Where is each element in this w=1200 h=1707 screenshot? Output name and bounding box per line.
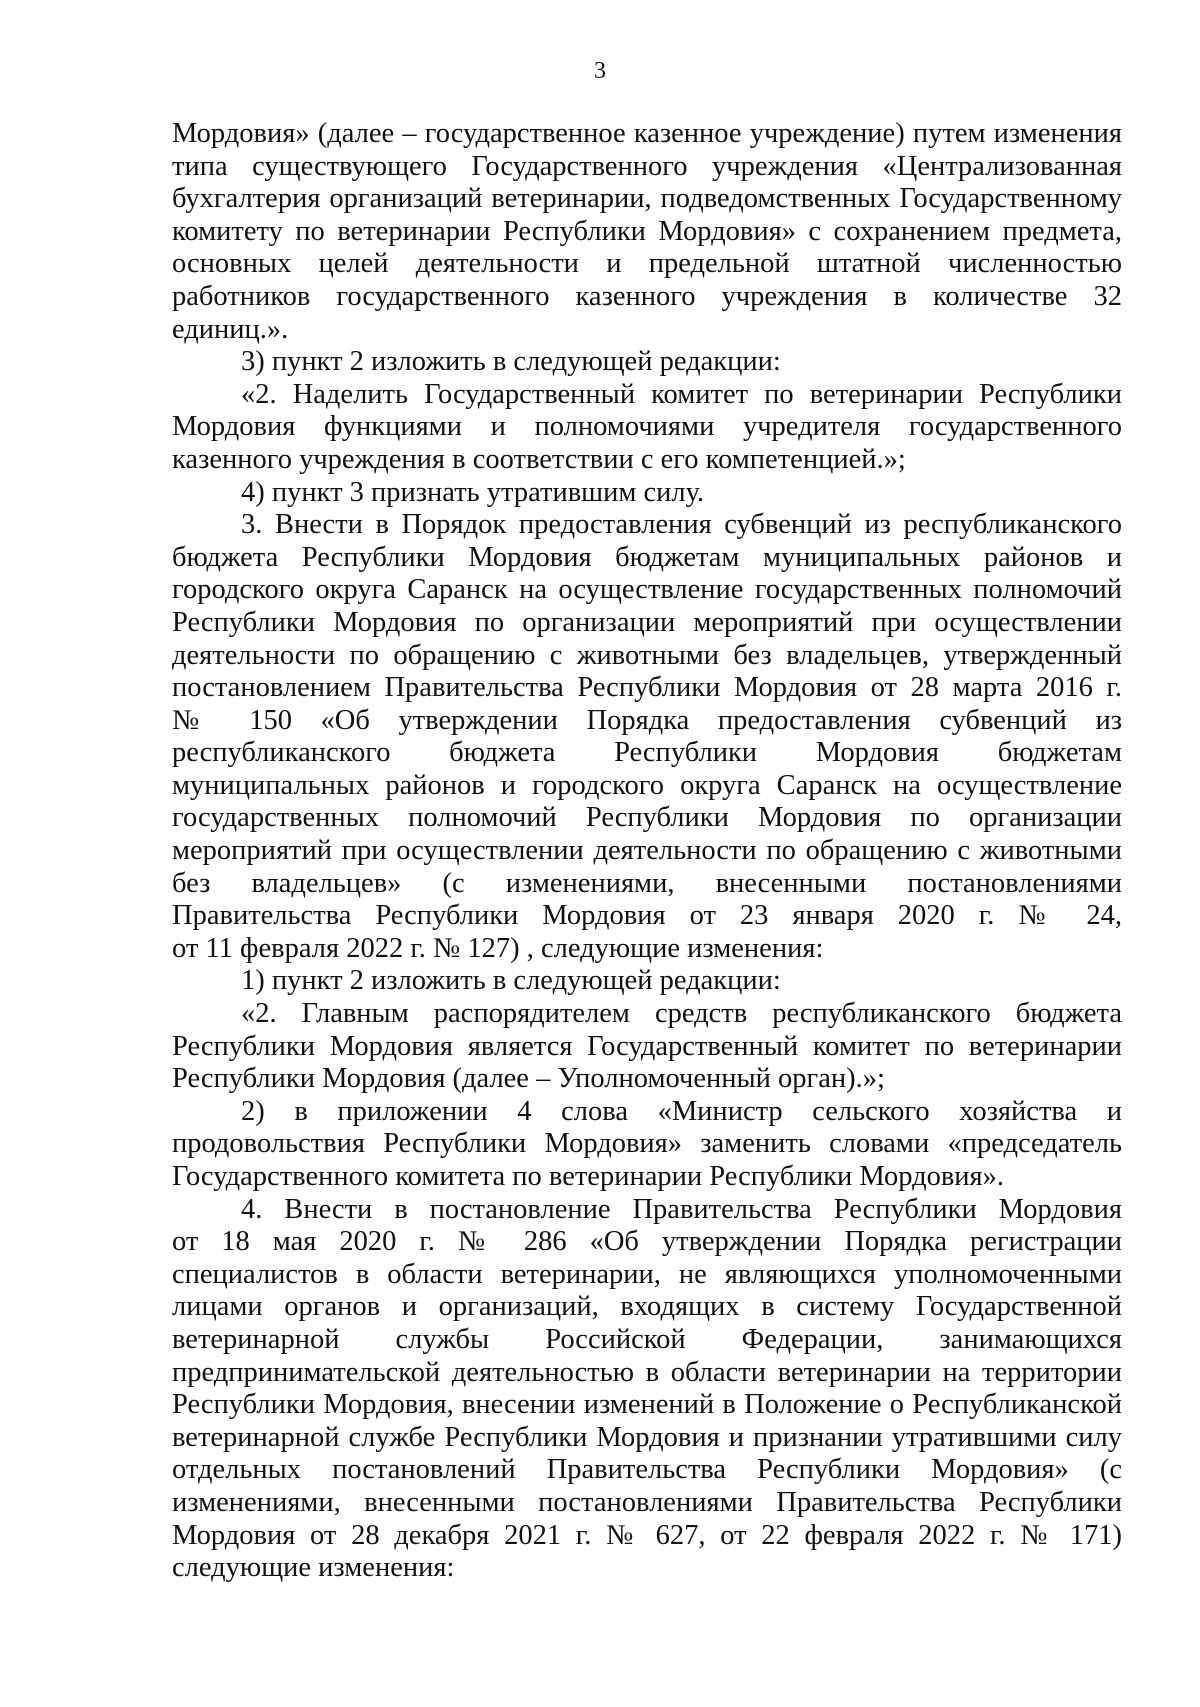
text-line: типа существующего Государственного учреждения «Централизованная	[172, 150, 1122, 182]
text-line: муниципальных районов и городского округа Саранск на осуществление	[172, 769, 1122, 801]
text-line: лицами органов и организаций, входящих в систему Государственной	[172, 1291, 1122, 1323]
text-line: 4) пункт 3 признать утратившим силу.	[241, 476, 705, 508]
text-line: казенного учреждения в соответствии с его компетенцией.»;	[172, 443, 906, 475]
document-body	[172, 118, 1122, 1585]
text-line: 1) пункт 2 изложить в следующей редакции:	[241, 965, 781, 997]
text-line: бюджета Республики Мордовия бюджетам муниципальных районов и	[172, 541, 1122, 573]
text-line: Мордовия» (далее – государственное казенное учреждение) путем изменения	[172, 118, 1122, 149]
page-number: 3	[594, 58, 606, 84]
text-line: № 150 «Об утверждении Порядка предоставления субвенций из	[172, 704, 1122, 736]
text-line: специалистов в области ветеринарии, не являющихся уполномоченными	[172, 1258, 1122, 1290]
text-line: республиканского бюджета Республики Мордовия бюджетам	[172, 737, 1122, 769]
text-line: Республики Мордовия, внесении изменений в Положение о Республиканской	[172, 1389, 1122, 1421]
text-line: «2. Главным распорядителем средств республиканского бюджета	[241, 998, 1122, 1030]
text-line: предпринимательской деятельностью в области ветеринарии на территории	[172, 1356, 1122, 1388]
text-line: 3. Внести в Порядок предоставления субвенций из республиканского	[241, 509, 1122, 541]
text-line: ветеринарной службы Российской Федерации, занимающихся	[172, 1323, 1122, 1355]
text-line: Республики Мордовия (далее – Уполномоченный орган).»;	[172, 1063, 885, 1095]
text-line: основных целей деятельности и предельной штатной численностью	[172, 248, 1122, 280]
text-line: деятельности по обращению с животными без владельцев, утвержденный	[172, 639, 1122, 671]
text-line: «2. Наделить Государственный комитет по ветеринарии Республики	[241, 378, 1122, 410]
text-line: Государственного комитета по ветеринарии Республики Мордовия».	[172, 1161, 1005, 1192]
text-line: Мордовия от 28 декабря 2021 г. № 627, от 22 февраля 2022 г. № 171)	[172, 1519, 1122, 1551]
text-line: Республики Мордовия является Государственный комитет по ветеринарии	[172, 1030, 1122, 1062]
text-line: продовольствия Республики Мордовия» заменить словами «председатель	[172, 1128, 1122, 1160]
text-line: Правительства Республики Мордовия от 23 января 2020 г. № 24,	[172, 900, 1122, 932]
text-line: мероприятий при осуществлении деятельности по обращению с животными	[172, 835, 1122, 867]
text-line: Мордовия функциями и полномочиями учредителя государственного	[172, 411, 1122, 443]
text-line: Республики Мордовия по организации мероприятий при осуществлении	[172, 606, 1122, 638]
text-line: 4. Внести в постановление Правительства Республики Мордовия	[241, 1193, 1122, 1225]
text-line: бухгалтерия организаций ветеринарии, подведомственных Государственному	[172, 183, 1122, 215]
text-line: без владельцев» (с изменениями, внесенными постановлениями	[172, 867, 1122, 899]
text-line: от 18 мая 2020 г. № 286 «Об утверждении Порядка регистрации	[172, 1226, 1122, 1258]
text-line: следующие изменения:	[172, 1552, 455, 1584]
text-line: изменениями, внесенными постановлениями Правительства Республики	[172, 1486, 1122, 1518]
text-line: городского округа Саранск на осуществление государственных полномочий	[172, 574, 1122, 606]
text-line: работников государственного казенного учреждения в количестве 32	[172, 280, 1122, 312]
text-line: 2) в приложении 4 слова «Министр сельского хозяйства и	[241, 1095, 1122, 1127]
text-line: 3) пункт 2 изложить в следующей редакции:	[241, 346, 781, 378]
text-line: постановлением Правительства Республики Мордовия от 28 марта 2016 г.	[172, 672, 1122, 704]
text-line: единиц.».	[172, 313, 289, 345]
text-line: государственных полномочий Республики Мордовия по организации	[172, 802, 1122, 834]
text-line: ветеринарной службе Республики Мордовия и признании утратившими силу	[172, 1421, 1122, 1453]
text-line: от 11 февраля 2022 г. № 127) , следующие изменения:	[172, 932, 824, 964]
text-line: комитету по ветеринарии Республики Мордовия» с сохранением предмета,	[172, 215, 1122, 247]
text-line: отдельных постановлений Правительства Республики Мордовия» (с	[172, 1454, 1122, 1486]
